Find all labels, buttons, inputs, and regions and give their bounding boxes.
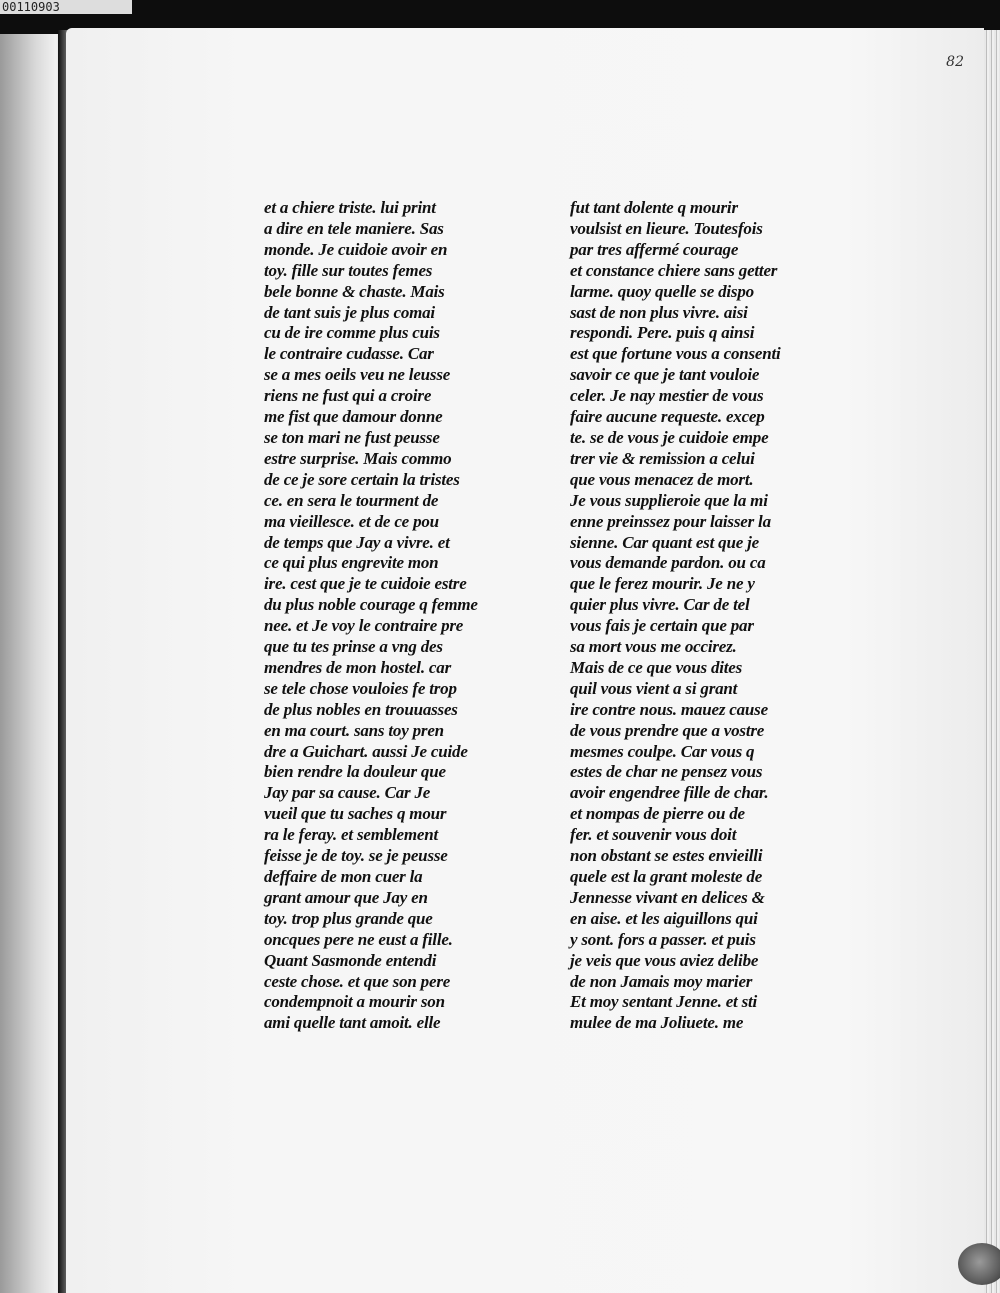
manuscript-line: et nompas de pierre ou de <box>570 804 745 824</box>
manuscript-line: sienne. Car quant est que je <box>570 532 759 552</box>
manuscript-line: vous demande pardon. ou ca <box>570 553 766 573</box>
page-fore-edge <box>984 30 1000 1293</box>
manuscript-line: que vous menacez de mort. <box>570 469 754 489</box>
manuscript-line: fut tant dolente q mourir <box>570 198 738 217</box>
manuscript-line: bele bonne & chaste. Mais <box>264 281 445 301</box>
manuscript-line: riens ne fust qui a croire <box>264 386 432 406</box>
manuscript-line: Je vous supplieroie que la mi <box>570 490 768 510</box>
manuscript-line: bien rendre la douleur que <box>264 762 446 782</box>
manuscript-line: de temps que Jay a vivre. et <box>264 532 450 552</box>
manuscript-line: faire aucune requeste. excep <box>570 407 765 427</box>
manuscript-line: grant amour que Jay en <box>264 887 428 907</box>
manuscript-line: larme. quoy quelle se dispo <box>570 281 754 301</box>
manuscript-line: se a mes oeils veu ne leusse <box>264 365 451 385</box>
manuscript-line: Jay par sa cause. Car Je <box>264 783 431 803</box>
manuscript-line: toy. trop plus grande que <box>264 908 433 928</box>
manuscript-line: ire contre nous. mauez cause <box>570 699 768 719</box>
manuscript-line: cu de ire comme plus cuis <box>264 323 440 343</box>
manuscript-line: je veis que vous aviez delibe <box>570 950 759 970</box>
manuscript-line: en aise. et les aiguillons qui <box>570 908 758 928</box>
manuscript-line: toy. fille sur toutes femes <box>264 260 433 280</box>
manuscript-line: ami quelle tant amoit. elle <box>264 1013 441 1033</box>
text-column-left <box>264 198 534 1034</box>
manuscript-line: de non Jamais moy marier <box>570 971 753 991</box>
manuscript-line: vous fais je certain que par <box>570 616 754 636</box>
manuscript-line: du plus noble courage q femme <box>264 595 478 615</box>
manuscript-line: sast de non plus vivre. aisi <box>570 302 748 322</box>
manuscript-line: trer vie & remission a celui <box>570 448 755 468</box>
manuscript-line: ce. en sera le tourment de <box>264 490 439 510</box>
manuscript-line: savoir ce que je tant vouloie <box>570 365 760 385</box>
manuscript-line: ra le feray. et semblement <box>264 825 439 845</box>
manuscript-line: estes de char ne pensez vous <box>570 762 763 782</box>
facing-page-edge <box>0 34 64 1293</box>
folio-number: 82 <box>946 54 964 70</box>
manuscript-line: quier plus vivre. Car de tel <box>570 595 750 615</box>
manuscript-line: est que fortune vous a consenti <box>570 344 781 364</box>
manuscript-line: avoir engendree fille de char. <box>570 783 769 803</box>
manuscript-line: que tu tes prinse a vng des <box>264 637 443 657</box>
manuscript-line: oncques pere ne eust a fille. <box>264 929 453 949</box>
manuscript-line: sa mort vous me occirez. <box>570 637 737 657</box>
manuscript-line: estre surprise. Mais commo <box>264 448 452 468</box>
manuscript-line: feisse je de toy. se je peusse <box>264 846 448 866</box>
manuscript-line: vueil que tu saches q mour <box>264 804 447 824</box>
manuscript-line: mulee de ma Joliuete. me <box>570 1013 744 1033</box>
frame-id-label: 00110903 <box>0 0 132 14</box>
manuscript-line: ma vieillesce. et de ce pou <box>264 511 439 531</box>
manuscript-line: dre a Guichart. aussi Je cuide <box>264 741 468 761</box>
manuscript-line: et a chiere triste. lui print <box>264 198 436 217</box>
manuscript-line: mesmes coulpe. Car vous q <box>570 741 755 761</box>
manuscript-line: mendres de mon hostel. car <box>264 657 451 677</box>
manuscript-line: deffaire de mon cuer la <box>264 867 423 886</box>
manuscript-line: Et moy sentant Jenne. et sti <box>570 992 758 1012</box>
manuscript-line: se tele chose vouloies fe trop <box>264 678 457 698</box>
manuscript-line: non obstant se estes envieilli <box>570 846 763 866</box>
manuscript-line: Mais de ce que vous dites <box>570 657 743 677</box>
text-column-right <box>570 198 852 1034</box>
manuscript-line: de ce je sore certain la tristes <box>264 469 460 489</box>
manuscript-line: celer. Je nay mestier de vous <box>570 386 764 406</box>
manuscript-line: le contraire cudasse. Car <box>264 344 434 364</box>
manuscript-line: a dire en tele maniere. Sas <box>264 218 444 238</box>
library-stamp <box>958 1243 1000 1285</box>
manuscript-line: ire. cest que je te cuidoie estre <box>264 574 467 594</box>
manuscript-line: de vous prendre que a vostre <box>570 720 765 740</box>
manuscript-line: me fist que damour donne <box>264 407 443 427</box>
manuscript-line: de plus nobles en trouuasses <box>264 699 458 719</box>
manuscript-line: enne preinssez pour laisser la <box>570 511 771 531</box>
manuscript-line: ceste chose. et que son pere <box>264 971 451 991</box>
manuscript-line: Jennesse vivant en delices & <box>570 887 765 907</box>
manuscript-line: Quant Sasmonde entendi <box>264 950 437 970</box>
manuscript-line: et constance chiere sans getter <box>570 260 778 280</box>
manuscript-line: que le ferez mourir. Je ne y <box>570 574 755 594</box>
manuscript-line: fer. et souvenir vous doit <box>570 825 737 845</box>
manuscript-line: ce qui plus engrevite mon <box>264 553 439 573</box>
manuscript-line: respondi. Pere. puis q ainsi <box>570 323 755 343</box>
manuscript-line: de tant suis je plus comai <box>264 302 435 322</box>
manuscript-page <box>66 28 984 1293</box>
manuscript-line: nee. et Je voy le contraire pre <box>264 616 464 636</box>
manuscript-line: quil vous vient a si grant <box>570 678 738 698</box>
manuscript-line: par tres affermé courage <box>570 239 739 259</box>
manuscript-line: en ma court. sans toy pren <box>264 720 444 740</box>
manuscript-line: monde. Je cuidoie avoir en <box>264 239 448 259</box>
manuscript-line: te. se de vous je cuidoie empe <box>570 427 769 447</box>
manuscript-line: voulsist en lieure. Toutesfois <box>570 218 763 238</box>
manuscript-line: y sont. fors a passer. et puis <box>570 929 756 949</box>
manuscript-line: condempnoit a mourir son <box>264 992 445 1012</box>
manuscript-line: quele est la grant moleste de <box>570 867 763 886</box>
manuscript-line: se ton mari ne fust peusse <box>264 427 440 447</box>
